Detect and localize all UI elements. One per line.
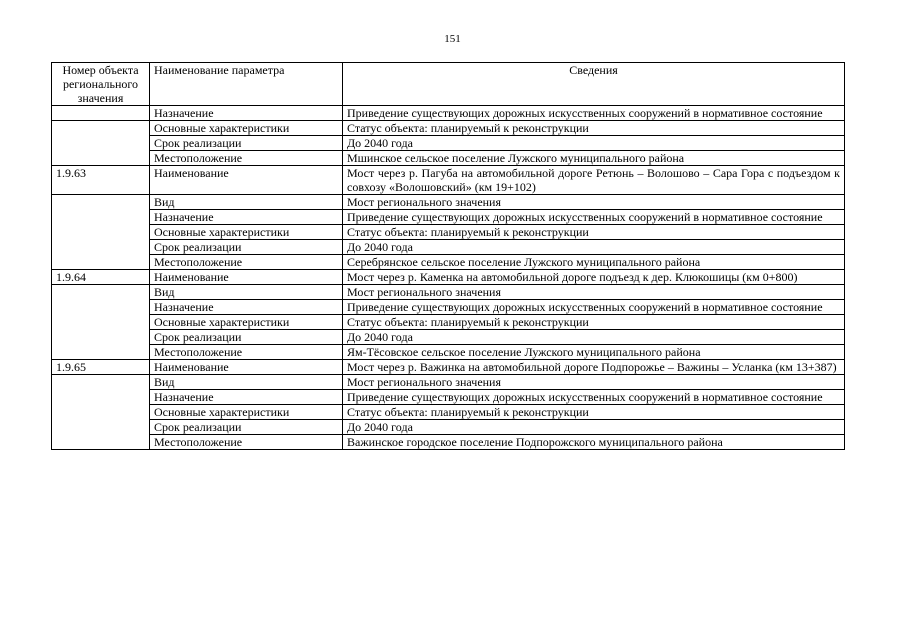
parameter-value-cell: Статус объекта: планируемый к реконструкции — [343, 405, 845, 420]
table-row — [52, 285, 845, 300]
parameter-name-cell: Наименование — [150, 166, 343, 195]
parameter-value-cell: До 2040 года — [343, 330, 845, 345]
table-body — [52, 106, 845, 450]
object-number-cell — [52, 435, 150, 450]
parameter-name-cell: Местоположение — [150, 345, 343, 360]
parameter-value-cell: До 2040 года — [343, 420, 845, 435]
table-row — [52, 435, 845, 450]
table-row — [52, 360, 845, 375]
table-row — [52, 315, 845, 330]
object-number-cell — [52, 345, 150, 360]
table-row — [52, 300, 845, 315]
parameter-name-cell: Основные характеристики — [150, 225, 343, 240]
header-number: Номер объекта регионального значения — [52, 63, 150, 106]
parameter-value-cell: Статус объекта: планируемый к реконструкции — [343, 121, 845, 136]
parameter-value-cell: Приведение существующих дорожных искусственных сооружений в нормативное состояние — [343, 106, 845, 121]
object-number-cell — [52, 106, 150, 121]
header-parameter: Наименование параметра — [150, 63, 343, 106]
parameter-name-cell: Наименование — [150, 270, 343, 285]
parameter-value-cell: Статус объекта: планируемый к реконструкции — [343, 225, 845, 240]
parameter-name-cell: Назначение — [150, 300, 343, 315]
table-row — [52, 121, 845, 136]
table-row — [52, 390, 845, 405]
table-row — [52, 330, 845, 345]
parameter-value-cell: Мост регионального значения — [343, 195, 845, 210]
parameter-name-cell: Срок реализации — [150, 240, 343, 255]
object-number-cell — [52, 195, 150, 210]
parameter-name-cell: Вид — [150, 195, 343, 210]
table-row — [52, 255, 845, 270]
header-info: Сведения — [343, 63, 845, 106]
object-number-cell — [52, 330, 150, 345]
parameter-value-cell: Приведение существующих дорожных искусственных сооружений в нормативное состояние — [343, 300, 845, 315]
object-number-cell — [52, 420, 150, 435]
table-row — [52, 270, 845, 285]
parameter-name-cell: Вид — [150, 375, 343, 390]
parameter-name-cell: Назначение — [150, 106, 343, 121]
parameter-value-cell: Мост через р. Каменка на автомобильной дороге подъезд к дер. Клюкошицы (км 0+800) — [343, 270, 845, 285]
parameter-value-cell: До 2040 года — [343, 240, 845, 255]
object-number-cell — [52, 315, 150, 330]
parameter-value-cell: Мост регионального значения — [343, 285, 845, 300]
object-number-cell — [52, 136, 150, 151]
object-number-cell — [52, 151, 150, 166]
object-number-cell — [52, 285, 150, 300]
table-row — [52, 106, 845, 121]
table-row — [52, 405, 845, 420]
table-row — [52, 225, 845, 240]
object-number-cell: 1.9.64 — [52, 270, 150, 285]
table-row — [52, 166, 845, 195]
page-number: 151 — [444, 33, 461, 45]
parameter-name-cell: Срок реализации — [150, 136, 343, 151]
parameter-name-cell: Наименование — [150, 360, 343, 375]
table-row — [52, 151, 845, 166]
object-number-cell — [52, 210, 150, 225]
parameter-name-cell: Основные характеристики — [150, 121, 343, 136]
parameter-name-cell: Местоположение — [150, 151, 343, 166]
object-number-cell — [52, 225, 150, 240]
table-row — [52, 240, 845, 255]
parameter-value-cell: До 2040 года — [343, 136, 845, 151]
object-number-cell — [52, 240, 150, 255]
object-number-cell — [52, 121, 150, 136]
table-row — [52, 195, 845, 210]
parameter-name-cell: Местоположение — [150, 255, 343, 270]
parameter-value-cell: Ям-Тёсовское сельское поселение Лужского муниципального района — [343, 345, 845, 360]
parameter-name-cell: Срок реализации — [150, 330, 343, 345]
parameter-value-cell: Приведение существующих дорожных искусственных сооружений в нормативное состояние — [343, 210, 845, 225]
parameter-value-cell: Статус объекта: планируемый к реконструкции — [343, 315, 845, 330]
object-number-cell — [52, 390, 150, 405]
object-number-cell — [52, 255, 150, 270]
table-row — [52, 420, 845, 435]
object-number-cell — [52, 300, 150, 315]
parameter-name-cell: Вид — [150, 285, 343, 300]
parameter-value-cell: Мост через р. Важинка на автомобильной дороге Подпорожье – Важины – Усланка (км 13+387) — [343, 360, 845, 375]
table-row — [52, 345, 845, 360]
object-number-cell — [52, 375, 150, 390]
parameter-value-cell: Серебрянское сельское поселение Лужского муниципального района — [343, 255, 845, 270]
parameter-value-cell: Важинское городское поселение Подпорожского муниципального района — [343, 435, 845, 450]
table-row — [52, 210, 845, 225]
table-row — [52, 136, 845, 151]
parameter-value-cell: Мшинское сельское поселение Лужского муниципального района — [343, 151, 845, 166]
parameter-value-cell: Мост регионального значения — [343, 375, 845, 390]
parameter-value-cell: Приведение существующих дорожных искусственных сооружений в нормативное состояние — [343, 390, 845, 405]
table-row — [52, 375, 845, 390]
parameter-name-cell: Назначение — [150, 390, 343, 405]
object-number-cell: 1.9.65 — [52, 360, 150, 375]
objects-table — [51, 62, 845, 450]
parameter-name-cell: Основные характеристики — [150, 315, 343, 330]
object-number-cell — [52, 405, 150, 420]
parameter-name-cell: Срок реализации — [150, 420, 343, 435]
parameter-name-cell: Основные характеристики — [150, 405, 343, 420]
object-number-cell: 1.9.63 — [52, 166, 150, 195]
table-header-row — [52, 63, 845, 106]
parameter-name-cell: Назначение — [150, 210, 343, 225]
parameter-value-cell: Мост через р. Пагуба на автомобильной дороге Ретюнь – Волошово – Сара Гора с подъездом к совхозу «Волошовский» (км 19+102) — [343, 166, 845, 195]
parameter-name-cell: Местоположение — [150, 435, 343, 450]
